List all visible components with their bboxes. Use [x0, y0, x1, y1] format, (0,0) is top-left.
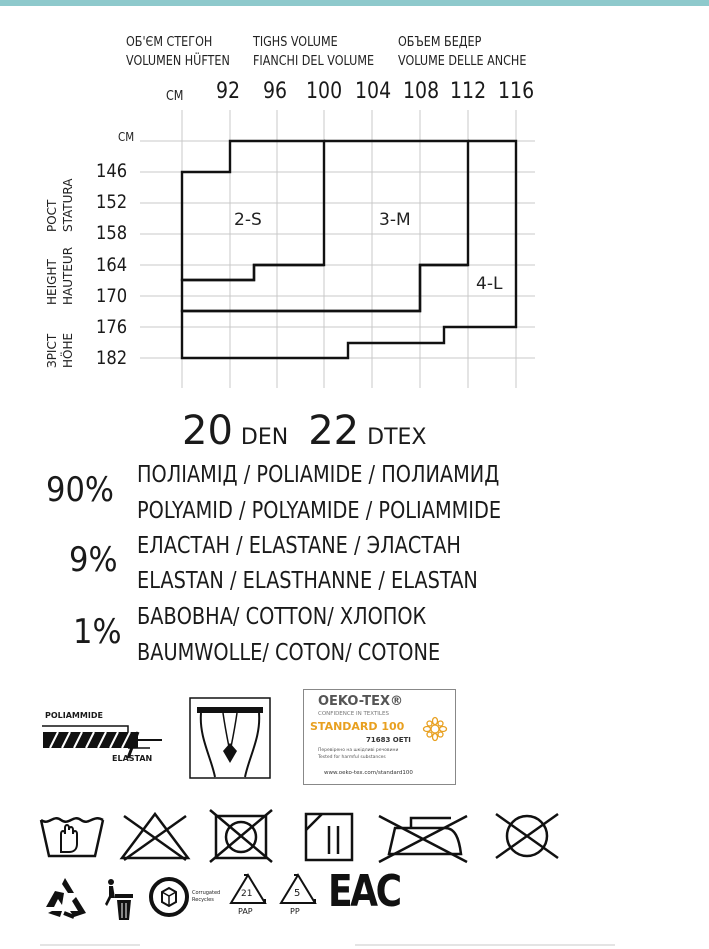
y-axis-label-en: HEIGHT	[45, 259, 59, 305]
oeko-tex-note-ua: Перевірено на шкідливі речовини	[318, 748, 399, 753]
size-region-4-l	[182, 141, 516, 358]
oeko-tex-note-en: Tested for harmful substances	[318, 755, 386, 760]
corrugated-text-line2: Recycles	[192, 897, 214, 903]
bottom-divider	[355, 944, 615, 946]
den-value: 20	[182, 408, 233, 454]
oeko-tex-label	[303, 689, 456, 785]
size-label-3-m: 3-M	[379, 210, 411, 230]
y-tick-label: 146	[96, 160, 128, 182]
do-not-dry-clean-icon	[492, 808, 562, 864]
density-line	[182, 408, 426, 454]
corrugated-recycles-icon	[148, 876, 190, 918]
x-tick-label: 96	[263, 79, 288, 104]
composition-line: ELASTAN / ELASTHANNE / ELASTAN	[137, 568, 478, 594]
line-dry-in-shade-icon	[302, 808, 358, 864]
y-tick-label: 164	[96, 254, 128, 276]
do-not-bleach-icon	[118, 810, 192, 862]
y-axis-label-ua: ЗРІСТ	[45, 333, 59, 368]
composition-line: ЕЛАСТАН / ELASTANE / ЭЛАСТАН	[137, 533, 461, 559]
y-tick-label: 170	[96, 285, 128, 307]
y-tick-label: 158	[96, 222, 128, 244]
composition-percent: 90%	[46, 470, 115, 510]
den-unit: DEN	[240, 425, 289, 450]
y-tick-label: 176	[96, 316, 128, 338]
y-tick-label: 152	[96, 191, 128, 213]
recycle-icon	[40, 875, 90, 921]
composition-line: BAUMWOLLE/ COTON/ COTONE	[137, 640, 441, 666]
size-label-2-s: 2-S	[234, 210, 262, 230]
x-tick-label: 108	[403, 79, 440, 104]
composition-percent: 1%	[73, 612, 122, 652]
oeko-tex-brand: OEKO-TEX®	[318, 694, 403, 709]
y-unit-label: CM	[118, 130, 135, 144]
yarn-top-label: POLIAMMIDE	[45, 711, 103, 720]
eac-mark: EAC	[328, 866, 400, 917]
oeko-tex-tagline: CONFIDENCE IN TEXTILES	[318, 711, 389, 717]
hips-volume-ru-label: ОБЪЕМ БЕДЕР	[398, 35, 482, 50]
composition-line: ПОЛІАМІД / POLIAMIDE / ПОЛИАМИД	[137, 462, 500, 488]
x-unit-label: CM	[166, 89, 184, 104]
x-tick-label: 92	[216, 79, 241, 104]
hand-wash-icon	[39, 812, 105, 860]
y-axis-label-ru: РОСТ	[45, 199, 59, 232]
size-label-4-l: 4-L	[476, 274, 503, 294]
y-axis-label-it: STATURA	[61, 178, 75, 232]
x-tick-label: 100	[306, 79, 343, 104]
pp-label: PP	[290, 907, 300, 916]
oeko-tex-code: 71683 OETI	[366, 736, 411, 744]
tights-waist-icon	[189, 697, 271, 779]
pap-number: 21	[241, 889, 253, 899]
x-tick-label: 116	[498, 79, 535, 104]
composition-line: POLYAMID / POLYAMIDE / POLIAMMIDE	[137, 498, 502, 524]
composition-line: БАВОВНА/ COTTON/ ХЛОПОК	[137, 604, 427, 630]
composition-percent: 9%	[69, 540, 118, 580]
yarn-bottom-label: ELASTAN	[112, 754, 153, 763]
tidyman-bin-icon	[97, 878, 137, 922]
hips-volume-it-label: FIANCHI DEL VOLUME	[253, 54, 375, 69]
hips-volume-fr-label: VOLUME DELLE ANCHE	[398, 54, 527, 69]
dtex-unit: DTEX	[367, 425, 427, 450]
pp-number: 5	[294, 888, 301, 899]
x-tick-label: 112	[450, 79, 487, 104]
bottom-divider	[40, 944, 140, 946]
x-tick-label: 104	[355, 79, 392, 104]
y-axis-label-fr: HAUTEUR	[61, 246, 75, 305]
dtex-value: 22	[308, 408, 360, 454]
oeko-tex-standard: STANDARD 100	[310, 720, 405, 733]
thighs-volume-en-label: TIGHS VOLUME	[253, 35, 338, 50]
y-tick-label: 182	[96, 347, 128, 369]
pap-label: PAP	[238, 907, 253, 916]
do-not-tumble-dry-icon	[208, 808, 274, 864]
size-chart-grid	[0, 0, 709, 400]
y-axis-label-de: HÖHE	[61, 332, 75, 368]
corrugated-text-line1: Corrugated	[192, 890, 221, 896]
hips-volume-ua-label: ОБ'ЄМ СТЕГОН	[126, 35, 213, 50]
hips-volume-de-label: VOLUMEN HÜFTEN	[126, 54, 230, 69]
oeko-tex-url: www.oeko-tex.com/standard100	[324, 770, 413, 776]
do-not-iron-icon	[375, 808, 471, 864]
oeko-tex-flower-icon	[422, 716, 448, 742]
